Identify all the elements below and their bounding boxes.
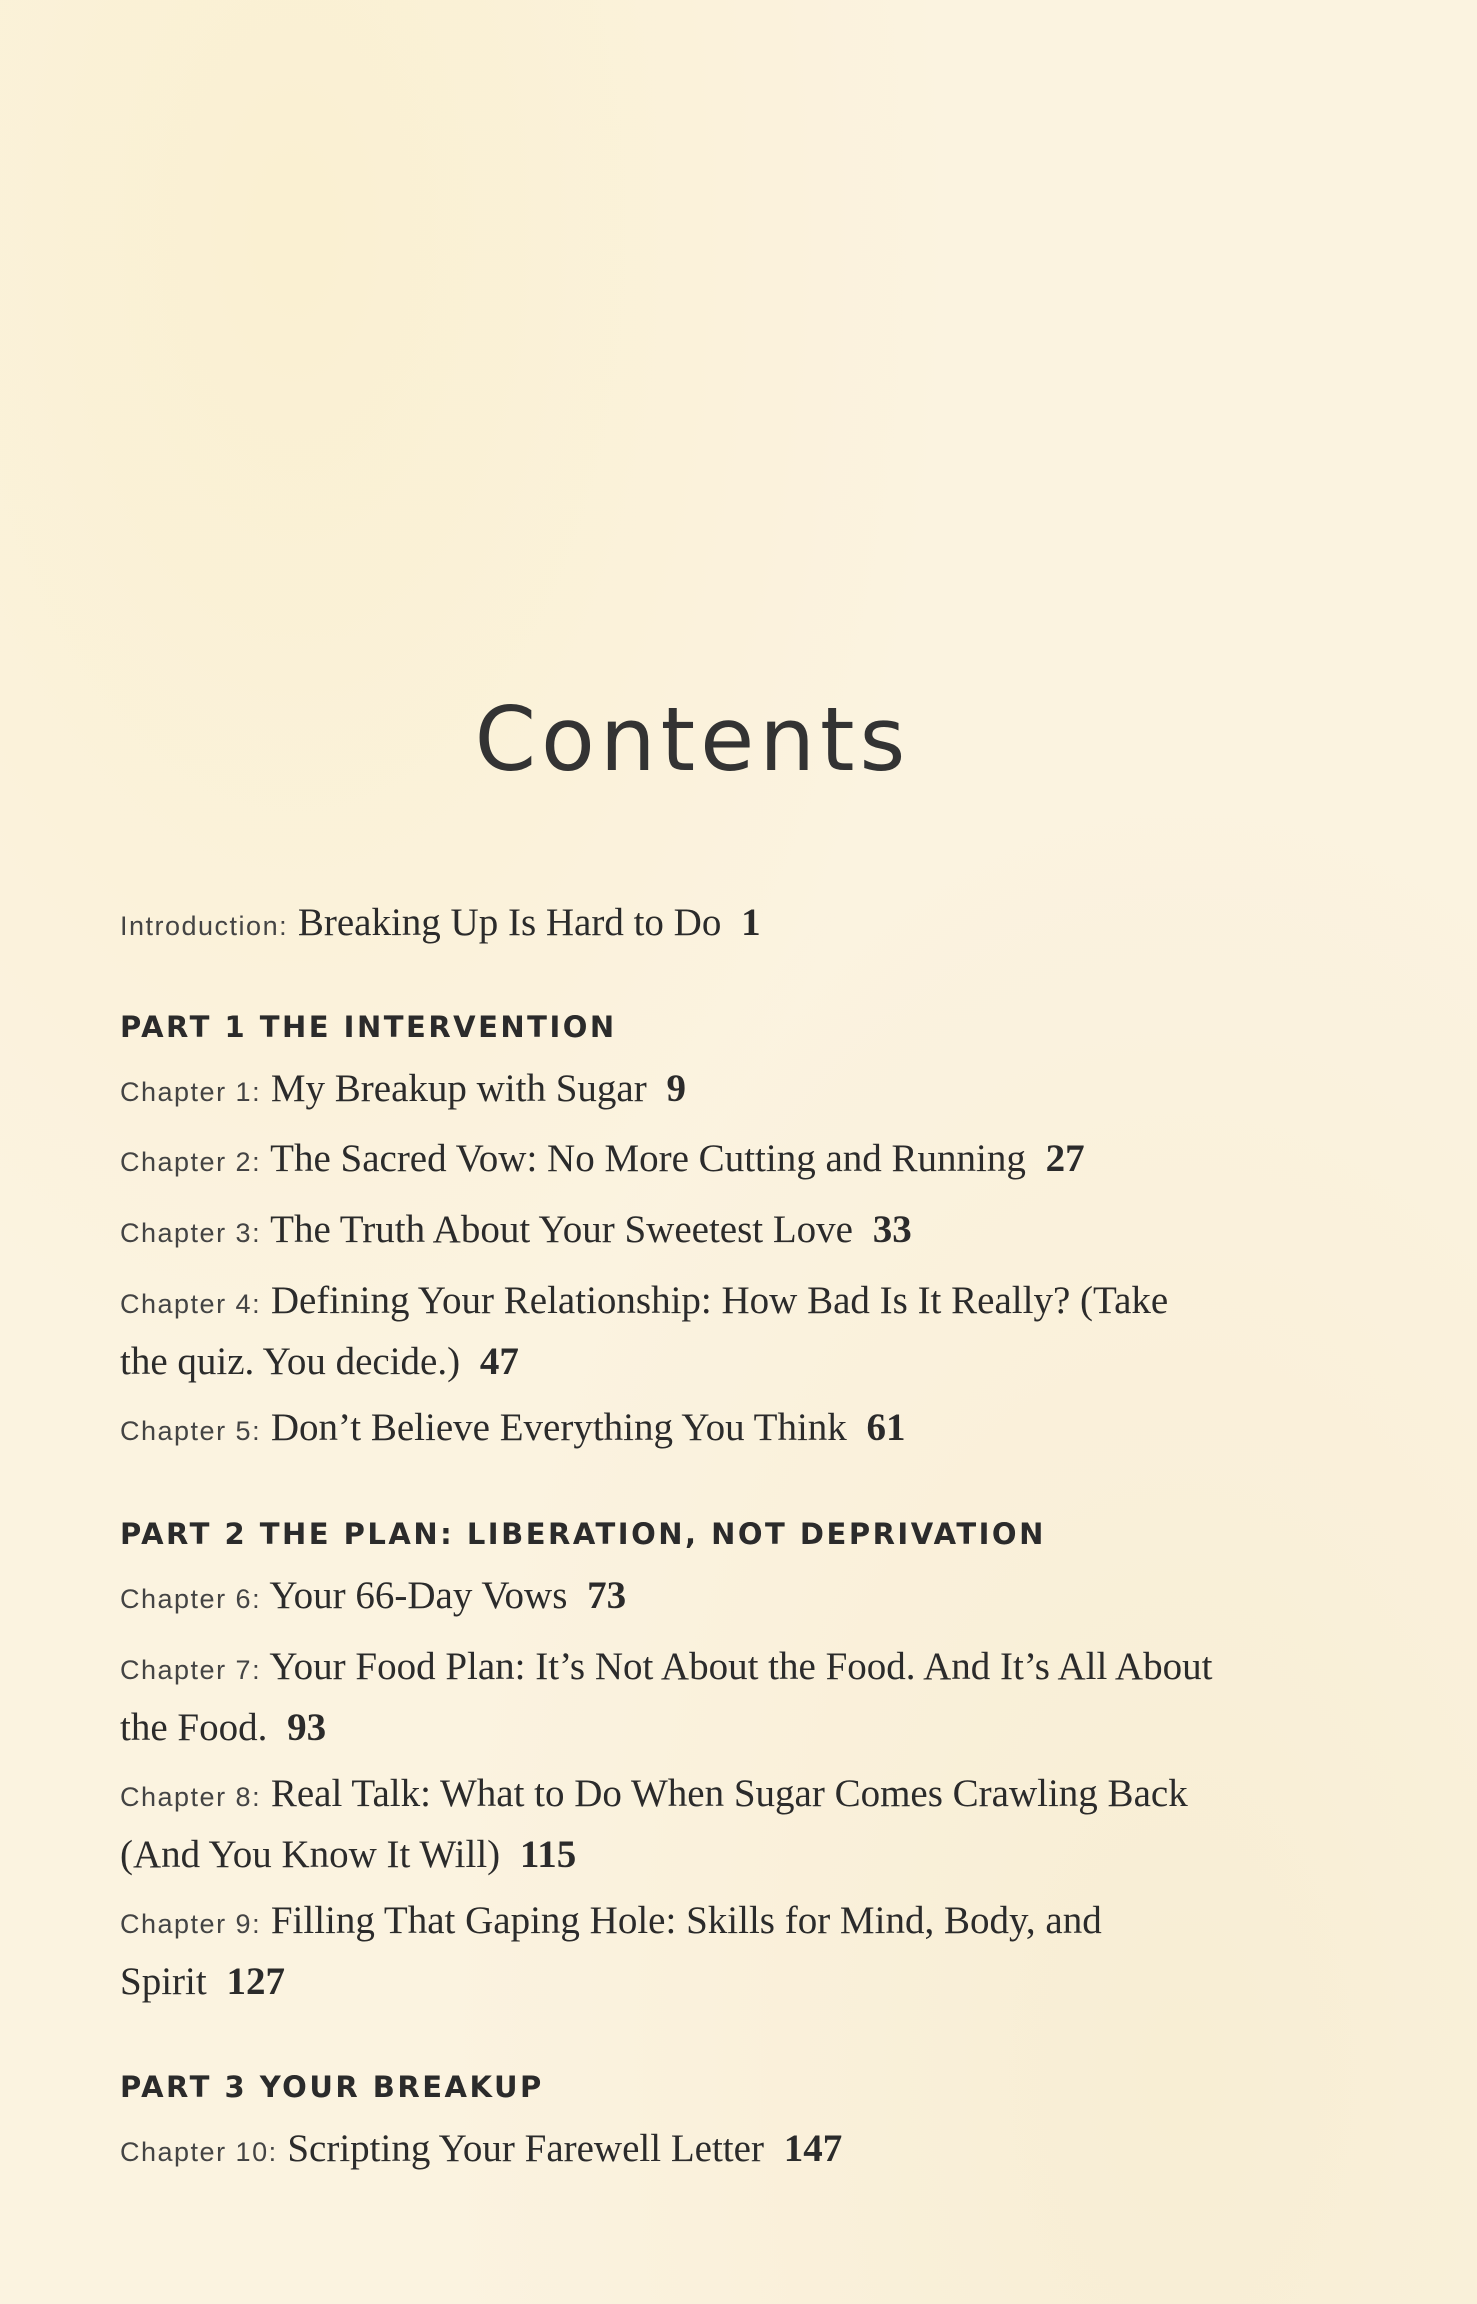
entry-page-number: 93 bbox=[287, 1706, 327, 1749]
part-heading-1: PART 1 THE INTERVENTION bbox=[120, 1010, 617, 1044]
part-heading-3: PART 3 YOUR BREAKUP bbox=[120, 2070, 544, 2104]
toc-entry-chapter-3 bbox=[120, 1201, 1250, 1262]
entry-title: Breaking Up Is Hard to Do bbox=[297, 901, 722, 944]
entry-page-number: 9 bbox=[666, 1067, 686, 1110]
toc-entry-introduction bbox=[120, 894, 1250, 955]
page-title: Contents bbox=[474, 688, 911, 791]
toc-entry-chapter-8 bbox=[120, 1765, 1230, 1883]
entry-page-number: 127 bbox=[226, 1960, 285, 2003]
toc-entry-chapter-6 bbox=[120, 1567, 1250, 1628]
entry-title: Your Food Plan: It’s Not About the Food. And It’s All About the Food. bbox=[120, 1645, 1213, 1749]
entry-title: Filling That Gaping Hole: Skills for Mind, Body, and Spirit bbox=[120, 1899, 1102, 2003]
entry-page-number: 147 bbox=[783, 2127, 843, 2170]
toc-entry-chapter-9 bbox=[120, 1892, 1180, 2010]
entry-title: Your 66-Day Vows bbox=[269, 1574, 568, 1617]
entry-label: Chapter 8: bbox=[120, 1782, 262, 1812]
entry-page-number: 73 bbox=[587, 1574, 627, 1617]
entry-label: Chapter 3: bbox=[120, 1218, 262, 1248]
toc-entry-chapter-1 bbox=[120, 1060, 1250, 1121]
entry-page-number: 115 bbox=[519, 1833, 577, 1876]
toc-entry-chapter-5 bbox=[120, 1399, 1250, 1460]
entry-page-number: 33 bbox=[872, 1208, 912, 1251]
entry-title: My Breakup with Sugar bbox=[270, 1067, 647, 1110]
entry-title: Defining Your Relationship: How Bad Is It Really? (Take the quiz. You decide.) bbox=[120, 1279, 1169, 1383]
entry-page-number: 47 bbox=[479, 1340, 519, 1383]
entry-label: Chapter 9: bbox=[120, 1909, 262, 1939]
toc-entry-chapter-2 bbox=[120, 1130, 1250, 1191]
toc-entry-chapter-7 bbox=[120, 1638, 1240, 1756]
entry-page-number: 27 bbox=[1045, 1137, 1085, 1180]
entry-label: Chapter 2: bbox=[120, 1147, 262, 1177]
toc-entry-chapter-10 bbox=[120, 2120, 1250, 2181]
entry-page-number: 1 bbox=[741, 901, 761, 944]
part-heading-2: PART 2 THE PLAN: LIBERATION, NOT DEPRIVATION bbox=[120, 1517, 1046, 1551]
entry-title: Real Talk: What to Do When Sugar Comes Crawling Back (And You Know It Will) bbox=[120, 1772, 1188, 1876]
entry-label: Chapter 5: bbox=[120, 1416, 262, 1446]
entry-label: Chapter 1: bbox=[120, 1077, 262, 1107]
toc-entry-chapter-4 bbox=[120, 1272, 1180, 1390]
entry-label: Chapter 7: bbox=[120, 1655, 262, 1685]
entry-label: Chapter 10: bbox=[120, 2137, 278, 2167]
entry-label: Chapter 4: bbox=[120, 1289, 262, 1319]
entry-label: Chapter 6: bbox=[120, 1584, 262, 1614]
entry-title: The Sacred Vow: No More Cutting and Running bbox=[270, 1137, 1026, 1180]
entry-title: The Truth About Your Sweetest Love bbox=[270, 1208, 853, 1251]
entry-page-number: 61 bbox=[866, 1406, 906, 1449]
entry-label: Introduction: bbox=[120, 911, 289, 941]
entry-title: Don’t Believe Everything You Think bbox=[270, 1406, 847, 1449]
entry-title: Scripting Your Farewell Letter bbox=[287, 2127, 764, 2170]
